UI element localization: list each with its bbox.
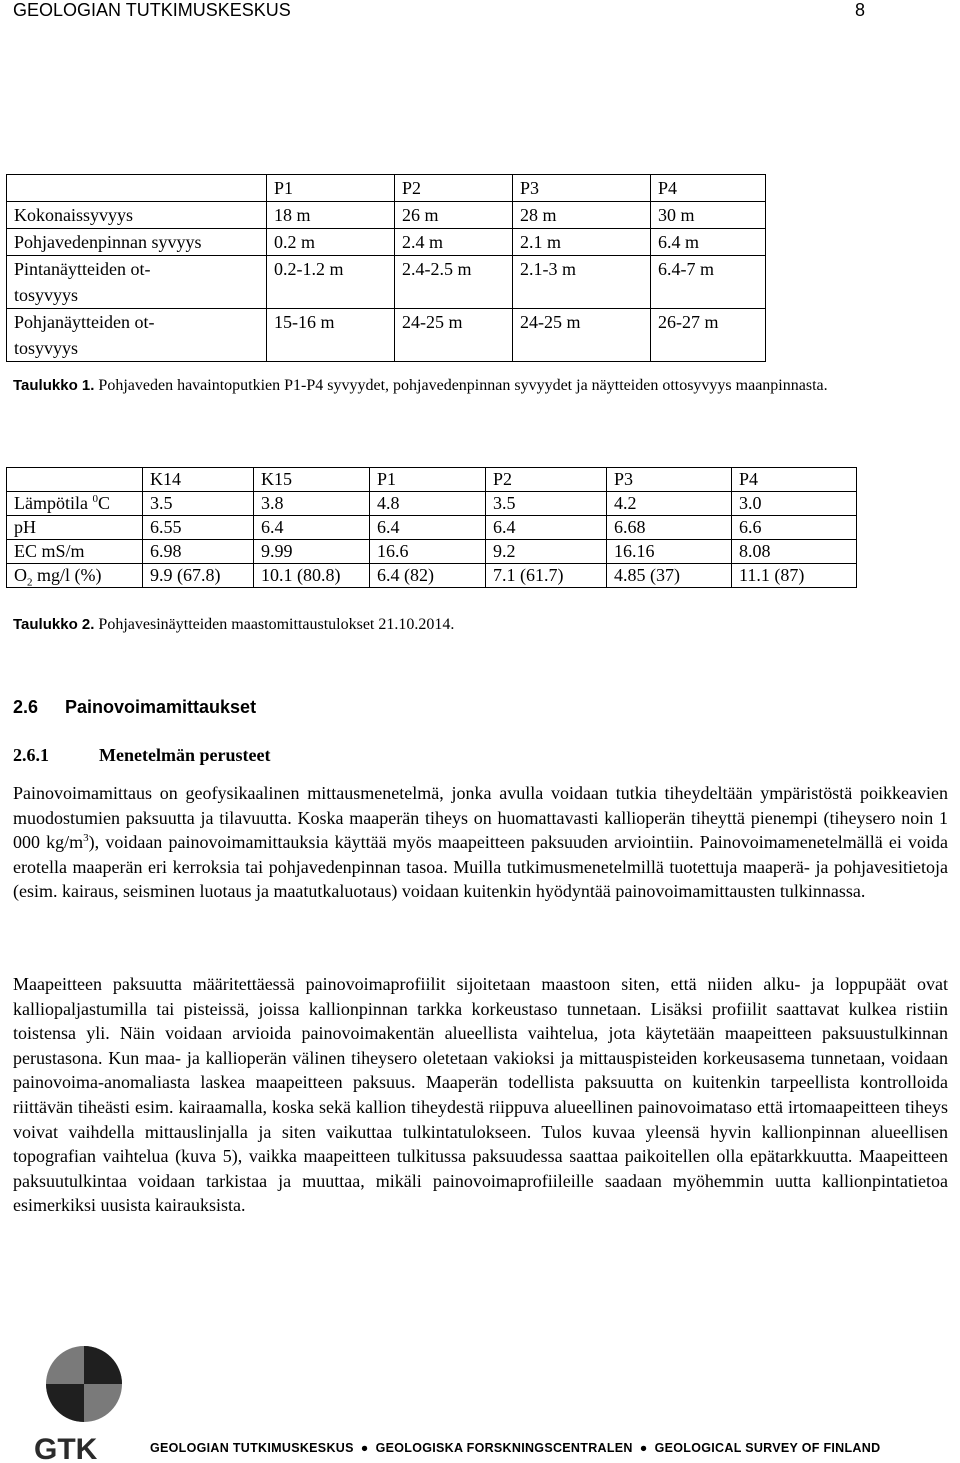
- table-cell: 6.6: [732, 516, 857, 540]
- table-cell: 2.4 m: [395, 229, 513, 256]
- row-label: Pohjanäytteiden ot- tosyvyys: [7, 309, 267, 362]
- page-number: 8: [854, 0, 865, 20]
- table2-caption: [13, 612, 454, 638]
- table-row: [7, 564, 857, 588]
- page-footer: [0, 1330, 960, 1463]
- table-cell: 15-16 m: [267, 309, 395, 362]
- table-header-cell: K14: [143, 468, 254, 492]
- table-cell: 3.0: [732, 492, 857, 516]
- table-header-cell: P2: [395, 175, 513, 202]
- table-cell: 30 m: [651, 202, 766, 229]
- table-cell: 0.2-1.2 m: [267, 256, 395, 309]
- separator-dot: ●: [360, 1441, 369, 1455]
- row-label: Pohjavedenpinnan syvyys: [7, 229, 267, 256]
- table-header-cell: P4: [732, 468, 857, 492]
- table-cell: 6.4-7 m: [651, 256, 766, 309]
- caption-text: Pohjavesinäytteiden maastomittaustulokset 21.10.2014.: [98, 616, 455, 633]
- table-cell: 16.16: [607, 540, 732, 564]
- table-row: [7, 202, 766, 229]
- table-cell: 2.1 m: [513, 229, 651, 256]
- table-cell: 6.68: [607, 516, 732, 540]
- table-cell: 9.99: [254, 540, 370, 564]
- table-row: [7, 256, 766, 309]
- table-cell: 6.4 m: [651, 229, 766, 256]
- section-number: 2.6: [13, 697, 39, 717]
- gtk-logo: [28, 1340, 138, 1462]
- table-cell: 8.08: [732, 540, 857, 564]
- table-cell: 16.6: [370, 540, 486, 564]
- footer-name-en: GEOLOGICAL SURVEY OF FINLAND: [654, 1441, 881, 1455]
- subsection-title: Menetelmän perusteet: [99, 745, 271, 765]
- table-cell: 24-25 m: [513, 309, 651, 362]
- table-header-cell: K15: [254, 468, 370, 492]
- table-cell: 10.1 (80.8): [254, 564, 370, 588]
- row-label-oxygen: $O_2$ mg/l (%): [7, 564, 143, 588]
- header-org: GEOLOGIAN TUTKIMUSKESKUS: [13, 0, 291, 20]
- table-depths: [6, 174, 766, 362]
- table-row: [7, 516, 857, 540]
- caption-label: Taulukko 2.: [13, 616, 95, 633]
- table-cell: 11.1 (87): [732, 564, 857, 588]
- table-cell: 2.1-3 m: [513, 256, 651, 309]
- table1-caption: [13, 373, 943, 399]
- table-cell: 4.2: [607, 492, 732, 516]
- table-cell: 26 m: [395, 202, 513, 229]
- footer-organisation-names: [150, 1441, 880, 1455]
- table-cell: 3.5: [486, 492, 607, 516]
- table-field-measurements: [6, 467, 857, 588]
- footer-name-sv: GEOLOGISKA FORSKNINGSCENTRALEN: [375, 1441, 633, 1455]
- page-header: [13, 0, 950, 24]
- footer-name-fi: GEOLOGIAN TUTKIMUSKESKUS: [150, 1441, 354, 1455]
- table-row: [7, 309, 766, 362]
- table-cell: 9.2: [486, 540, 607, 564]
- table-cell: 7.1 (61.7): [486, 564, 607, 588]
- table-cell: 4.8: [370, 492, 486, 516]
- table-cell: 26-27 m: [651, 309, 766, 362]
- table-cell: 6.4: [254, 516, 370, 540]
- table-cell: 6.98: [143, 540, 254, 564]
- row-label: Kokonaissyvyys: [7, 202, 267, 229]
- row-label-ec: EC mS/m: [7, 540, 143, 564]
- caption-label: Taulukko 1.: [13, 377, 95, 394]
- table-row: [7, 229, 766, 256]
- section-title: Painovoimamittaukset: [65, 697, 257, 717]
- table-cell: 6.4: [486, 516, 607, 540]
- table-cell: 24-25 m: [395, 309, 513, 362]
- section-heading: [13, 697, 256, 718]
- table-cell: 2.4-2.5 m: [395, 256, 513, 309]
- table-header-cell: P4: [651, 175, 766, 202]
- table-header-cell: P1: [370, 468, 486, 492]
- paragraph-2: Maapeitteen paksuutta määritettäessä painovoimaprofiilit sijoitetaan maastoon siten, että niiden alku- ja loppupäät ovat kalliopaljastumilla tai pisteissä, joissa kallionpinnan tarkka korkeustaso tunnetaan. Lisäksi profiilit saattavat kulkea ristiin toistensa yli. Näin voidaan arvioida painovoimakentän alueellista vaihtelua, jota käytetään maapeitteen paksuustulkinnan perustasona. Kun maa- ja kallioperän välinen tiheysero oletetaan vakioksi ja mittauspisteiden korkeusasema tunnetaan, voidaan painovoima-anomaliasta laskea maapeitteen paksuus. Maaperän todellista paksuutta on kuitenkin tarpeellista kontrolloida riittävän tiheästi esim. kairaamalla, koska sekä kallion tiheydestä riippuva alueellinen painovoimataso että irtomaapeitteen tiheys voivat vaihdella mittauslinjalla ja siten vaikuttaa tulkintatulokseen. Tulos kuvaa yleensä hyvin kallionpinnan alueellisen topografian vaihtelua (kuva 5), vaikka maapeitteen tulkitussa paksuudessa saattaa paikoitellen olla epätarkkuutta. Maapeitteen paksuutulkintaa voidaan tarkistaa ja muuttaa, mikäli painovoimaprofiileille saadaan myöhemmin uutta kallionpintatietoa esimerkiksi uusista kairauksista.: [13, 974, 948, 1216]
- subsection-heading: [13, 745, 270, 766]
- logo-text: GTK: [34, 1433, 98, 1462]
- table-cell: 6.4 (82): [370, 564, 486, 588]
- table-header-cell: P1: [267, 175, 395, 202]
- row-label-temperature: Lämpötila $^0$C: [7, 492, 143, 516]
- table-cell: 3.5: [143, 492, 254, 516]
- paragraph-1: Painovoimamittaus on geofysikaalinen mittausmenetelmä, jonka avulla voidaan tutkia tiheydeltään ympäristöstä poikkeavien muodostumien paksuutta ja tilavuutta. Koska maaperän tiheys on huomattavasti kallioperän tiheyttä pienempi (tiheysero noin 1 000 $kg/m^3$), voidaan painovoimamittauksia käyttää myös maapeitteen paksuuden arviointiin. Painovoimamenetelmällä ei voida erotella maaperän eri kerroksia tai pohjavedenpinnan tasoa. Muilla tutkimusmenetelmillä tuotettuja maaperä- ja pohjavesitietoja (esim. kairaus, seisminen luotaus ja maatutkaluotaus) voidaan kuitenkin hyödyntää painovoimamittausten tulkinnassa.: [13, 783, 948, 902]
- table-header-cell: P3: [607, 468, 732, 492]
- caption-text: Pohjaveden havaintoputkien P1-P4 syvyydet, pohjavedenpinnan syvyydet ja näytteiden ottosyvyys maanpinnasta.: [98, 377, 828, 394]
- table-cell: 4.85 (37): [607, 564, 732, 588]
- table-cell: 6.4: [370, 516, 486, 540]
- table-cell: 18 m: [267, 202, 395, 229]
- table-header-row: [7, 468, 857, 492]
- subsection-number: 2.6.1: [13, 745, 49, 765]
- table-cell: 0.2 m: [267, 229, 395, 256]
- table-row: [7, 492, 857, 516]
- table-cell: 28 m: [513, 202, 651, 229]
- table-cell: 3.8: [254, 492, 370, 516]
- separator-dot: ●: [639, 1441, 648, 1455]
- table-cell: [7, 468, 143, 492]
- table-header-cell: P2: [486, 468, 607, 492]
- row-label: Pintanäytteiden ot- tosyvyys: [7, 256, 267, 309]
- table-cell: 9.9 (67.8): [143, 564, 254, 588]
- table-header-cell: P3: [513, 175, 651, 202]
- table-row: [7, 540, 857, 564]
- table-header-row: [7, 175, 766, 202]
- table-cell: [7, 175, 267, 202]
- row-label-ph: pH: [7, 516, 143, 540]
- table-cell: 6.55: [143, 516, 254, 540]
